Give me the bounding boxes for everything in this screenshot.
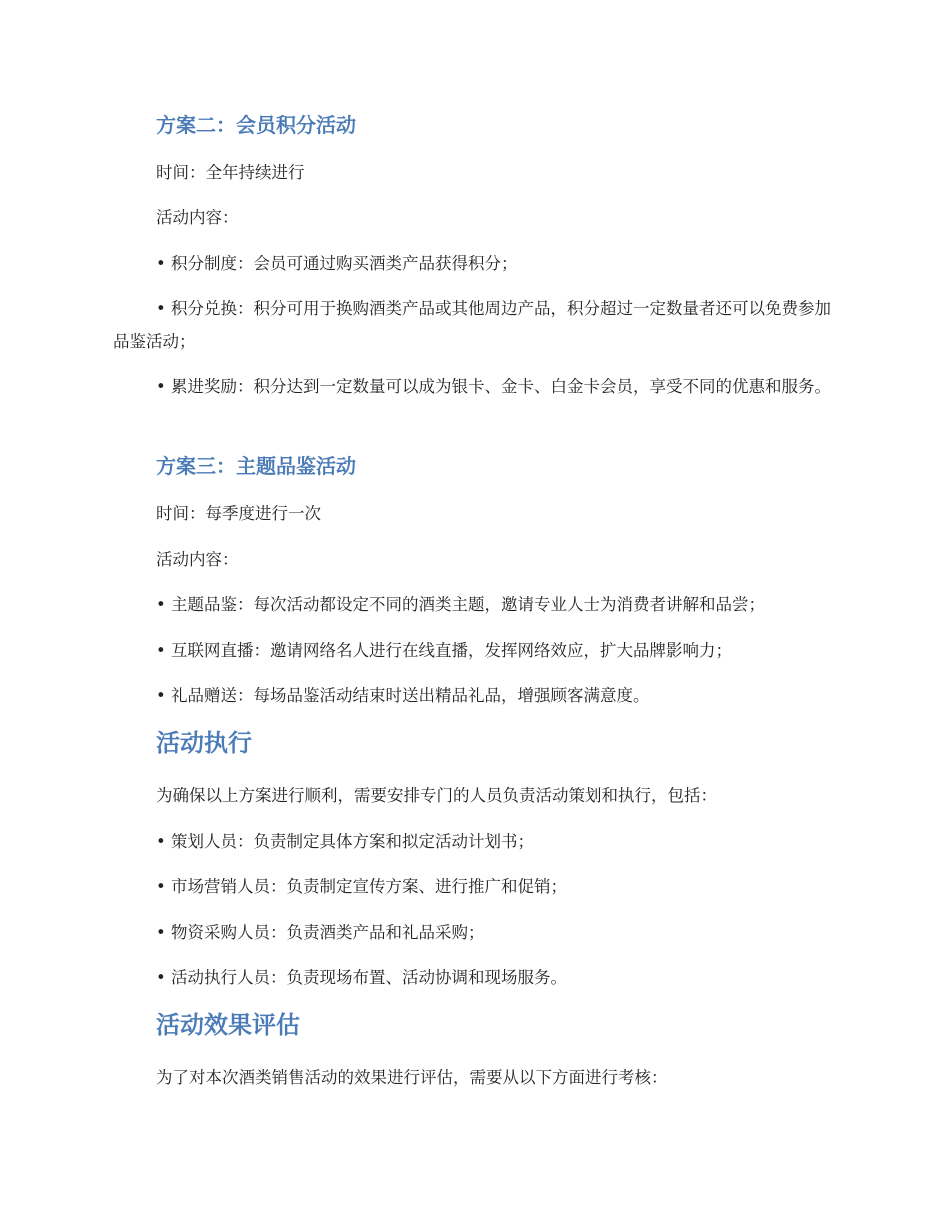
plan-3-bullet-3: • 礼品赠送：每场品鉴活动结束时送出精品礼品，增强顾客满意度。 <box>156 686 650 705</box>
plan-3-bullet-1: • 主题品鉴：每次活动都设定不同的酒类主题，邀请专业人士为消费者讲解和品尝； <box>156 595 765 614</box>
execution-intro: 为确保以上方案进行顺利，需要安排专门的人员负责活动策划和执行，包括： <box>156 786 717 805</box>
plan-2-bullet-2: • 积分兑换：积分可用于换购酒类产品或其他周边产品，积分超过一定数量者还可以免费参加品鉴活动； <box>113 299 831 351</box>
section-heading-plan-2: 方案二：会员积分活动 <box>156 113 356 137</box>
execution-bullet-4: • 活动执行人员：负责现场布置、活动协调和现场服务。 <box>156 968 567 987</box>
plan-3-bullet-2: • 互联网直播：邀请网络名人进行在线直播，发挥网络效应，扩大品牌影响力； <box>156 641 732 660</box>
execution-bullet-1: • 策划人员：负责制定具体方案和拟定活动计划书； <box>156 832 534 851</box>
plan-2-bullet-3: • 累进奖励：积分达到一定数量可以成为银卡、金卡、白金卡会员，享受不同的优惠和服务。 <box>156 377 831 396</box>
plan-3-content-label: 活动内容： <box>156 550 239 569</box>
section-heading-plan-3: 方案三：主题品鉴活动 <box>156 454 356 478</box>
plan-2-bullet-1: • 积分制度：会员可通过购买酒类产品获得积分； <box>156 254 518 273</box>
plan-3-time: 时间：每季度进行一次 <box>156 504 321 523</box>
section-heading-evaluation: 活动效果评估 <box>156 1011 300 1039</box>
plan-2-content-label: 活动内容： <box>156 208 239 227</box>
section-heading-execution: 活动执行 <box>156 729 252 757</box>
evaluation-intro: 为了对本次酒类销售活动的效果进行评估，需要从以下方面进行考核： <box>156 1068 668 1087</box>
execution-bullet-2: • 市场营销人员：负责制定宣传方案、进行推广和促销； <box>156 877 567 896</box>
plan-2-time: 时间：全年持续进行 <box>156 163 305 182</box>
execution-bullet-3: • 物资采购人员：负责酒类产品和礼品采购； <box>156 923 485 942</box>
